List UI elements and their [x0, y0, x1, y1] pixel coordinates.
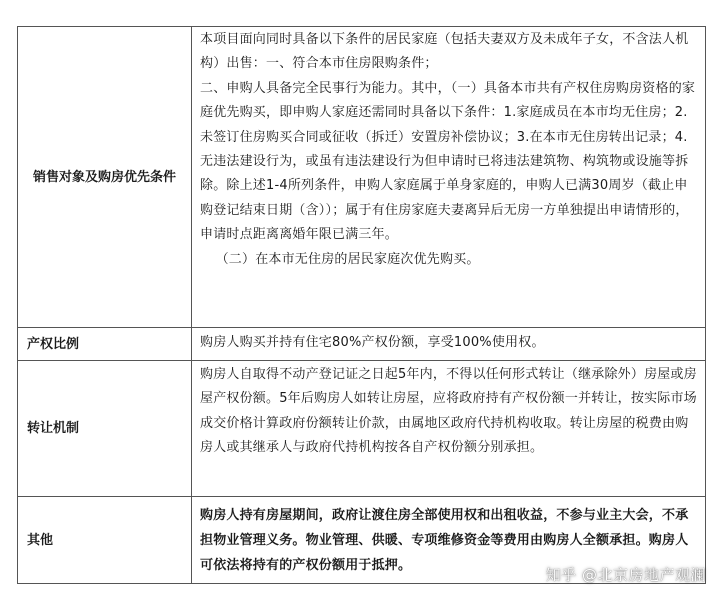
table-row-transfer — [18, 361, 706, 497]
transfer-text: 购房人自取得不动产登记证之日起5年内，不得以任何形式转让（继承除外）房屋或房屋产权份额。5年后购房人如转让房屋，应将政府持有产权份额一并转让，按实际市场成交价格计算政府份额转让价款，由属地区政府代持机构收取。转让房屋的税费由购房人或其继承人与政府代持机构按各自产权份额分别承担。 — [200, 367, 697, 456]
table-row-eligibility — [18, 27, 706, 328]
row-content-transfer — [192, 361, 706, 496]
row-label-other: 其他 — [18, 497, 192, 583]
policy-table — [17, 26, 706, 584]
row-label-eligibility: 销售对象及购房优先条件 — [18, 27, 192, 327]
row-label-transfer: 转让机制 — [18, 361, 192, 496]
eligibility-paragraph-2: 二、申购人具备完全民事行为能力。其中，（一）具备本市共有产权住房购房资格的家庭优先购买，即申购人家庭还需同时具备以下条件：1.家庭成员在本市均无住房；2.未签订住房购买合同或征收（拆迁）安置房补偿协议；3.在本市无住房转出记录；4.无违法建设行为，或虽有违法建设行为但申请时已将违法建筑物、构筑物或设施等拆除。除上述1-4所列条件，申购人家庭属于单身家庭的，申购人已满30周岁（截止申购登记结束日期（含））；属于有住房家庭夫妻离异后无房一方单独提出申请情形的，申请时点距离离婚年限已满三年。 — [200, 80, 696, 243]
row-content-eligibility — [192, 27, 706, 327]
table-row-ownership-ratio — [18, 328, 706, 361]
eligibility-paragraph-3: （二）在本市无住房的居民家庭次优先购买。 — [215, 251, 480, 267]
eligibility-paragraph-1: 本项目面向同时具备以下条件的居民家庭（包括夫妻双方及未成年子女，不含法人机构）出售：一、符合本市住房限购条件； — [200, 32, 689, 72]
other-text: 购房人持有房屋期间，政府让渡住房全部使用权和出租收益，不参与业主大会，不承担物业管理义务。物业管理、供暖、专项维修资金等费用由购房人全额承担。购房人可依法将持有的产权份额用于抵押。 — [200, 508, 689, 573]
row-content-ownership-ratio — [192, 328, 706, 360]
ownership-ratio-text: 购房人购买并持有住宅80%产权份额，享受100%使用权。 — [200, 335, 545, 351]
watermark: 知乎 @北京房地产观澜 — [545, 566, 706, 584]
row-label-ownership-ratio: 产权比例 — [18, 328, 192, 360]
